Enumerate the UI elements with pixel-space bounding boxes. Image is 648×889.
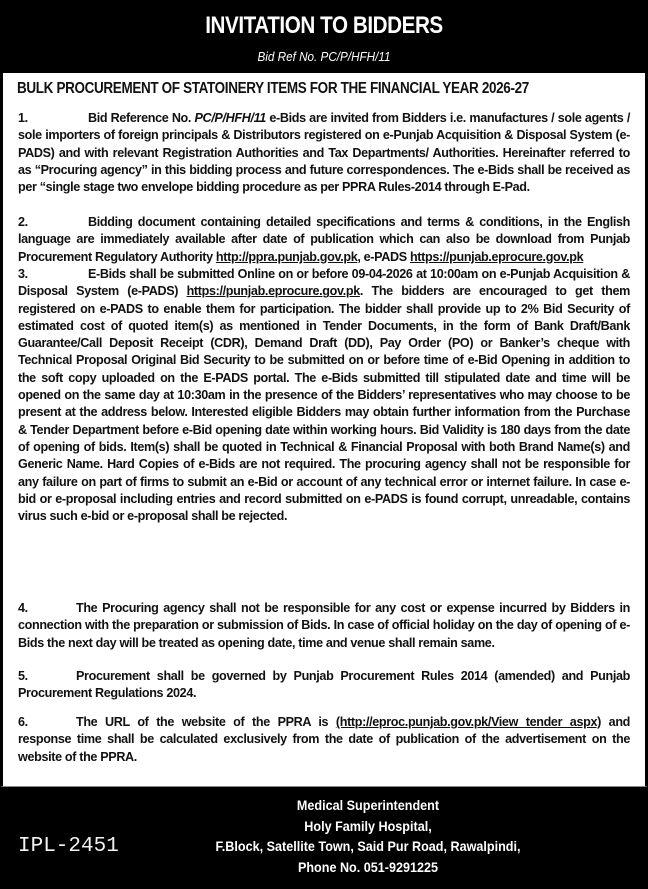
bid-reference: Bid Ref No. PC/P/HFH/11: [257, 49, 391, 64]
notice-header: [0, 0, 648, 73]
clause-number: 2.: [18, 215, 28, 229]
epads-link[interactable]: https://punjab.eprocure.gov.pk: [409, 249, 584, 264]
clause-number: 3.: [18, 267, 28, 281]
ppra-tender-link[interactable]: (http://eproc.punjab.gov.pk/View tender aspx): [335, 715, 601, 729]
clause-text: The Procuring agency shall not be responsible for any cost or expense incurred by Bidders in connection with the preparation or submission of Bids. In case of official holiday on the day of opening of e-Bids the next day will be treated as opening date, time and venue shall remain same.: [18, 601, 630, 650]
epads-link[interactable]: https://punjab.eprocure.gov.pk: [186, 284, 360, 299]
issuer-organization: Holy Family Hospital,: [304, 817, 432, 834]
clause-text: . The bidders are encouraged to get them registered on e-PADS to enable them for participation. The bidder shall provide up to 2% Bid Security of estimated cost of quoted item(s) as mentioned in Tender Documents, in the form of Bank Draft/Bank Guarantee/Call Deposit Receipt (CDR), Demand Draft (DD), Pay Order (PO) or Banker’s cheque with Technical Proposal Original Bid Security to be submitted on or before time of e-Bid Opening in addition to the soft copy uploaded on the E-PADS portal. The e-Bids submitted till stipulated date and time will be opened on the same day at 10:30am in the presence of the Bidders’ representatives who may choose to be present at the address below. Interested eligible Bidders may obtain further information from the Purchase & Tender Department before e-Bid opening date within working hours. Bid Validity is 180 days from the date of opening of bids. Item(s) shall be quoted in Technical & Financial Proposal with both Brand Name(s) and Generic Name. Hard Copies of e-Bids are not required. The procuring agency shall not be responsible for any failure on part of firms to submit an e-Bid or account of any technical error or internet failure. In case e-bid or e-proposal including entries and record submitted on e-PADS is found corrupt, unreadable, contains virus such e-bid or e-proposal shall be rejected.: [18, 284, 630, 524]
clause-number: 4.: [18, 601, 28, 615]
issuer-street-address: F.Block, Satellite Town, Said Pur Road, Rawalpindi,: [215, 838, 521, 854]
clause-text: and response time shall be calculated exclusively from the date of publication of the advertisement on the website of the PPRA.: [18, 715, 630, 764]
clause-text: e-Bids are invited from Bidders i.e. manufactures / sole agents / sole importers of foreign principals & Distributors registered on e-Punjab Acquisition & Disposal System (e-PADS) and with relevant Registration Authorities and Tax Departments/ Authorities. Hereinafter referred to as “Procuring agency” in this bidding process and future correspondences. The e-Bids shall be received as per “single stage two envelope bidding procedure as per PPRA Rules-2014 through E-Pad.: [18, 111, 630, 195]
notice-subtitle: BULK PROCUREMENT OF STATOINERY ITEMS FOR THE FINANCIAL YEAR 2026-27: [17, 80, 529, 97]
clause-text: , e-PADS: [357, 249, 410, 264]
clause-number: 5.: [18, 669, 28, 683]
clause-text: Bid Reference No.: [88, 111, 195, 125]
ppra-link[interactable]: http://ppra.punjab.gov.pk: [215, 249, 358, 264]
clause-number: 1.: [18, 111, 28, 125]
clause-text: The URL of the website of the PPRA is: [76, 715, 336, 729]
clause-text: Procurement shall be governed by Punjab Procurement Rules 2014 (amended) and Punjab Procurement Regulations 2024.: [18, 669, 630, 701]
clause-text: E-Bids shall be submitted Online on or before 09-04-2026 at 10:00am on e-Punjab Acquisition & Disposal System (e-PADS): [18, 267, 630, 299]
clause-text: Bidding document containing detailed specifications and terms & conditions, in the English language are immediately available after date of publication which can also be download from Punjab Procurement Regulatory Authority: [18, 215, 630, 264]
notice-title: INVITATION TO BIDDERS: [205, 12, 443, 39]
issuer-phone: Phone No. 051-9291225: [297, 858, 439, 875]
clause-1: [18, 110, 630, 196]
clause-3: [18, 266, 630, 525]
issuer-designation: Medical Superintendent: [296, 797, 440, 813]
clause-6: [18, 714, 630, 766]
ipl-code: IPL-2451: [18, 835, 119, 858]
clause-5: [18, 668, 630, 703]
issuer-address: [179, 795, 557, 877]
clause-number: 6.: [18, 715, 28, 729]
notice-footer: [0, 787, 648, 889]
clause-2: [18, 214, 630, 266]
bid-ref-number: PC/P/HFH/11: [194, 111, 266, 125]
clause-4: [18, 600, 630, 652]
